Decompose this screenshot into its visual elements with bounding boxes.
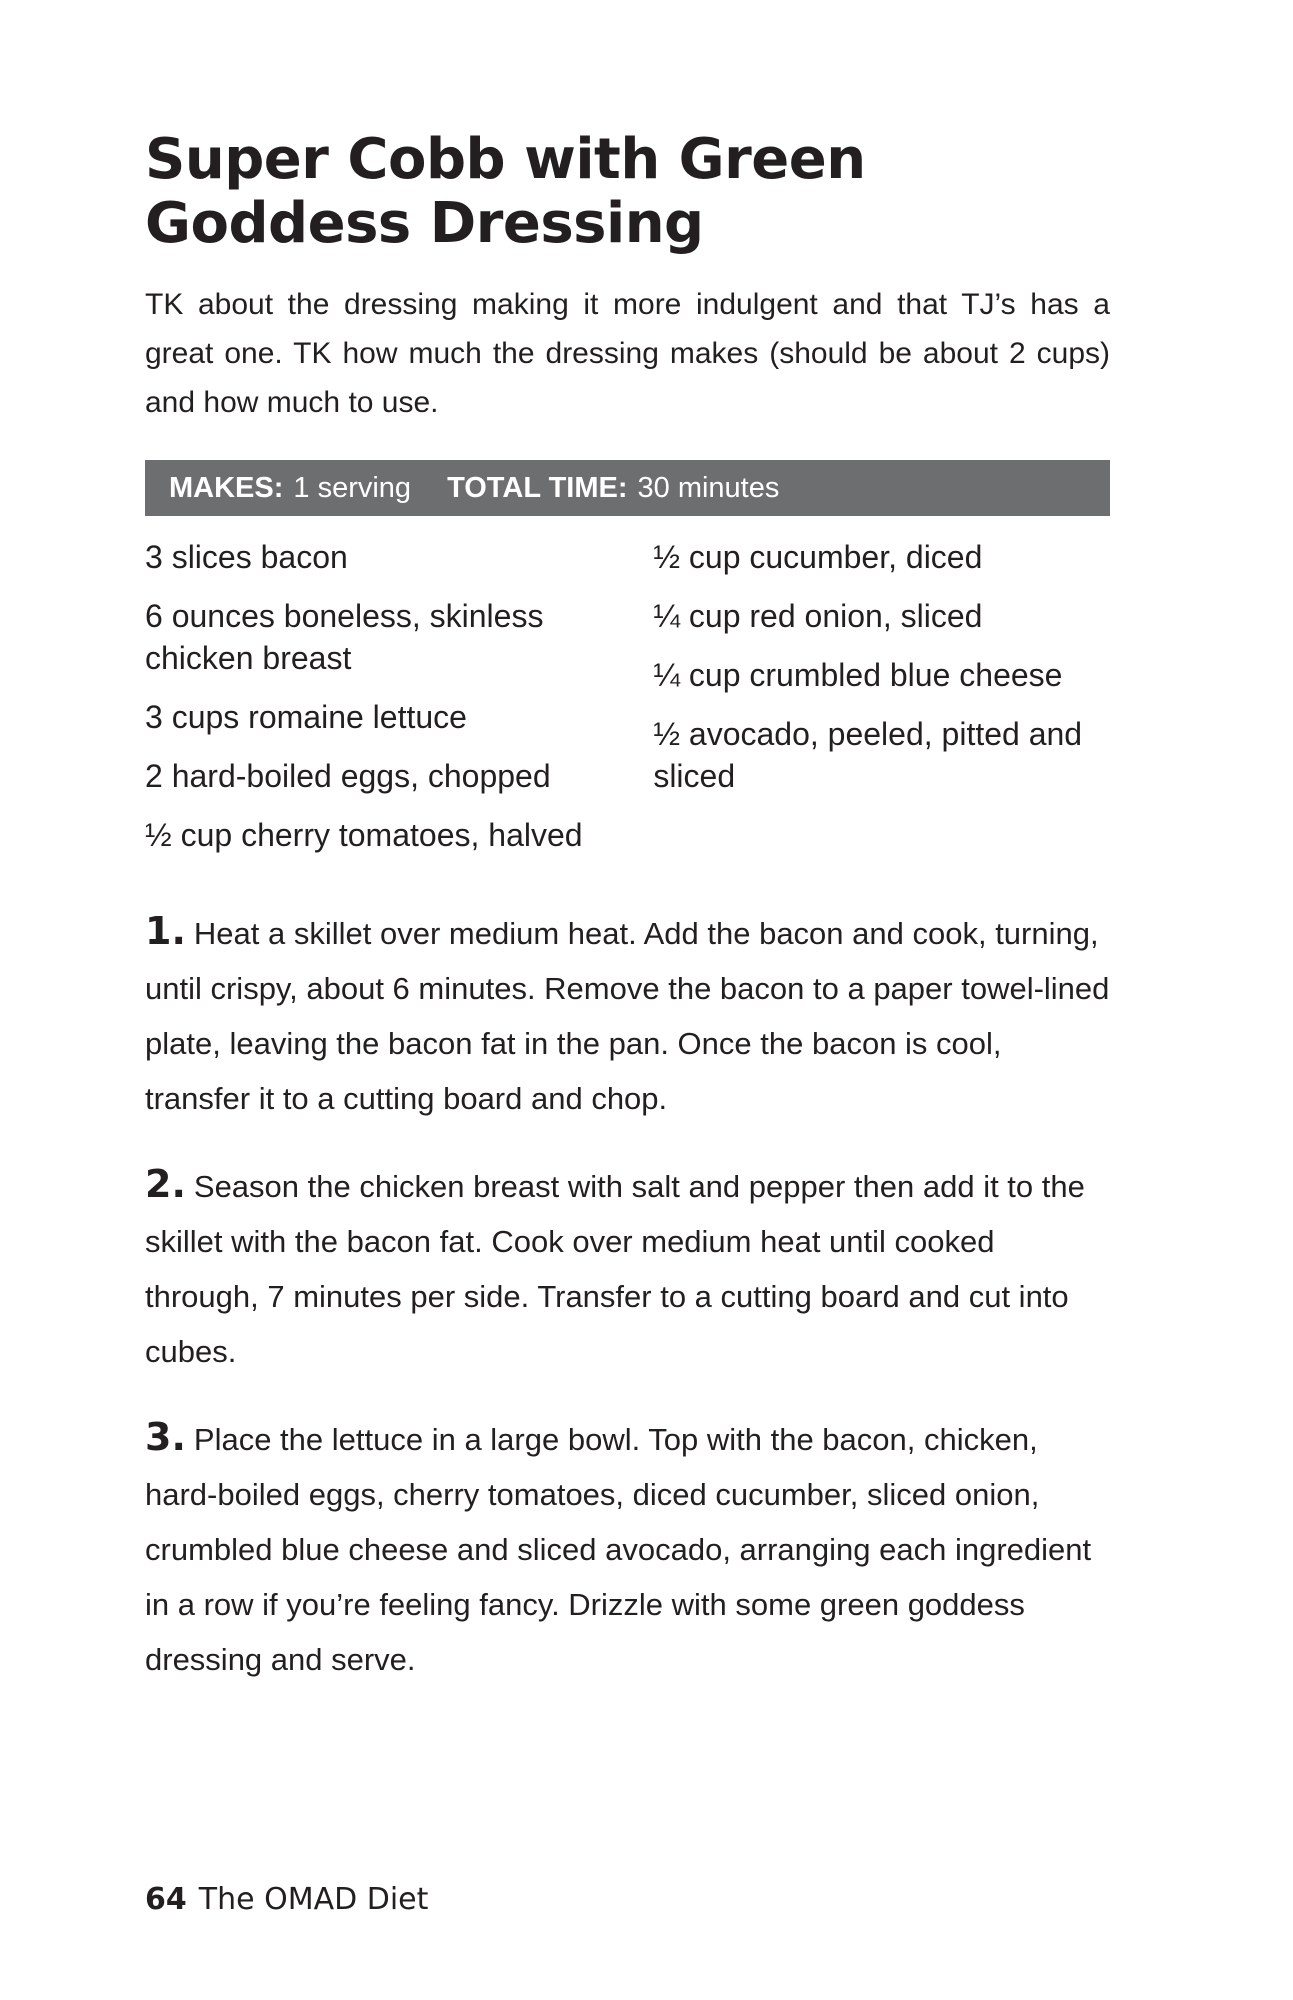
ingredient-item: ½ avocado, peeled, pitted and sliced <box>653 716 1083 794</box>
recipe-intro: TK about the dressing making it more indulgent and that TJ’s has a great one. TK how much the dressing makes (should be about 2 cups) and how much to use. <box>145 288 1110 419</box>
recipe-page <box>145 128 1110 1712</box>
ingredient-item: 6 ounces boneless, skinless chicken breast <box>145 598 544 676</box>
makes-value: 1 serving <box>293 471 412 504</box>
ingredient-item: ½ cup cucumber, diced <box>653 539 983 575</box>
page-number: 64 <box>145 1882 187 1917</box>
recipe-title: Super Cobb with Green Goddess Dressing <box>145 127 866 256</box>
ingredient-item: ½ cup cherry tomatoes, halved <box>145 817 583 853</box>
ingredient-column-right <box>653 536 1110 873</box>
step-3 <box>145 1410 1110 1687</box>
step-number: 2. <box>145 1162 186 1206</box>
total-time-value: 30 minutes <box>637 471 780 504</box>
page-footer <box>145 1882 428 1917</box>
ingredient-column-left <box>145 536 653 873</box>
ingredient-item: 3 slices bacon <box>145 539 348 575</box>
step-number: 1. <box>145 909 186 953</box>
step-text: Season the chicken breast with salt and pepper then add it to the skillet with the bacon fat. Cook over medium heat until cooked through, 7 minutes per side. Transfer to a cutting board and cut into cubes. <box>145 1169 1085 1369</box>
step-text: Heat a skillet over medium heat. Add the bacon and cook, turning, until crispy, about 6 minutes. Remove the bacon to a paper towel-lined plate, leaving the bacon fat in the pan. Once the bacon is cool, transfer it to a cutting board and chop. <box>145 916 1110 1116</box>
step-text: Place the lettuce in a large bowl. Top with the bacon, chicken, hard-boiled eggs, cherry tomatoes, diced cucumber, sliced onion, crumbled blue cheese and sliced avocado, arranging each ingredient in a row if you’re feeling fancy. Drizzle with some green goddess dressing and serve. <box>145 1422 1092 1677</box>
step-1 <box>145 904 1110 1126</box>
ingredient-item: 2 hard-boiled eggs, chopped <box>145 758 551 794</box>
ingredient-item: ¼ cup red onion, sliced <box>653 598 983 634</box>
total-time-label: TOTAL TIME: <box>447 471 628 504</box>
book-title: The OMAD Diet <box>198 1882 429 1917</box>
ingredient-list <box>145 536 1110 873</box>
makes-label: MAKES: <box>169 471 284 504</box>
recipe-meta-bar <box>145 460 1110 516</box>
ingredient-item: ¼ cup crumbled blue cheese <box>653 657 1063 693</box>
step-2 <box>145 1157 1110 1379</box>
ingredient-item: 3 cups romaine lettuce <box>145 699 467 735</box>
step-number: 3. <box>145 1415 186 1459</box>
recipe-steps <box>145 904 1110 1687</box>
